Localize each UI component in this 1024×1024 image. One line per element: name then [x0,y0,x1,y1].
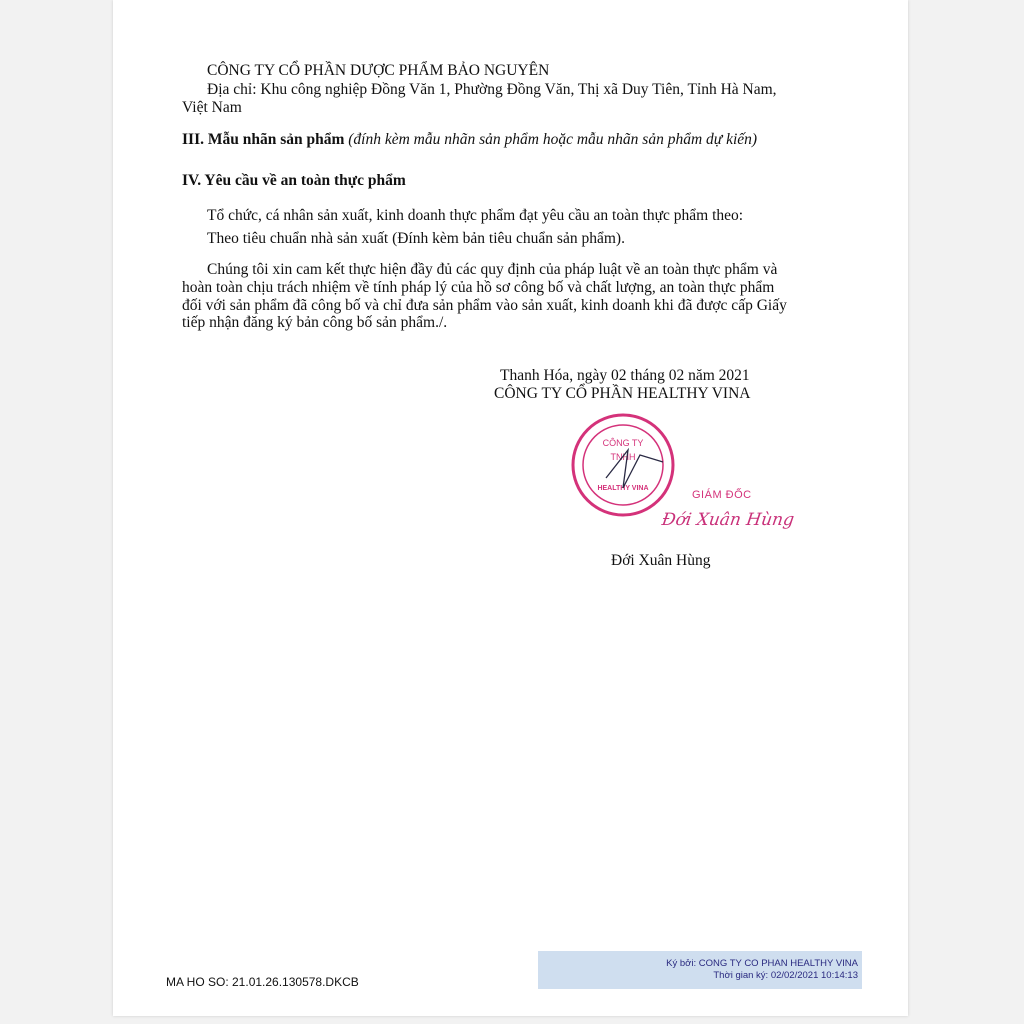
document-page [113,0,908,1016]
seal-text-1: CÔNG TY [602,438,644,448]
signer-name: Đới Xuân Hùng [611,552,711,569]
section-3-title [182,131,757,149]
place-date: Thanh Hóa, ngày 02 tháng 02 năm 2021 [500,367,750,384]
section-3-note: (đính kèm mẫu nhãn sản phẩm hoặc mẫu nhãn sản phẩm dự kiến) [348,131,758,148]
commitment-line-4: tiếp nhận đăng ký bản công bố sản phẩm./. [182,314,448,331]
signing-company: CÔNG TY CỔ PHẦN HEALTHY VINA [494,385,751,402]
manufacturer-name: CÔNG TY CỔ PHẦN DƯỢC PHẨM BẢO NGUYÊN [207,62,550,79]
signer-title: GIÁM ĐỐC [692,489,752,501]
commitment-line-2: hoàn toàn chịu trách nhiệm về tính pháp lý của hồ sơ công bố và chất lượng, an toàn thực phẩm [182,279,775,296]
section-3-heading: III. Mẫu nhãn sản phẩm [182,131,345,148]
section-4-heading: IV. Yêu cầu về an toàn thực phẩm [182,172,406,189]
digital-signature-box [538,951,862,989]
manufacturer-address-cont: Việt Nam [182,99,242,116]
dossier-code: MA HO SO: 21.01.26.130578.DKCB [166,975,359,989]
manufacturer-address: Địa chỉ: Khu công nghiệp Đồng Văn 1, Phường Đồng Văn, Thị xã Duy Tiên, Tỉnh Hà Nam, [207,81,777,98]
section-4-line-1: Tổ chức, cá nhân sản xuất, kinh doanh thực phẩm đạt yêu cầu an toàn thực phẩm theo: [207,207,744,224]
commitment-line-1: Chúng tôi xin cam kết thực hiện đầy đủ các quy định của pháp luật về an toàn thực phẩm và [207,261,778,278]
company-seal [568,410,678,520]
commitment-line-3: đối với sản phẩm đã công bố và chỉ đưa sản phẩm vào sản xuất, kinh doanh khi đã được cấp Giấy [182,297,787,314]
seal-text-3: HEALTHY VINA [597,485,649,492]
signed-by: Ký bởi: CONG TY CO PHAN HEALTHY VINA [666,958,858,969]
signed-time: Thời gian ký: 02/02/2021 10:14:13 [713,970,858,981]
seal-text-2: TNHH [610,452,636,462]
section-4-line-2: Theo tiêu chuẩn nhà sản xuất (Đính kèm bản tiêu chuẩn sản phẩm). [207,230,625,247]
signature-script: Đới Xuân Hùng [660,510,796,530]
